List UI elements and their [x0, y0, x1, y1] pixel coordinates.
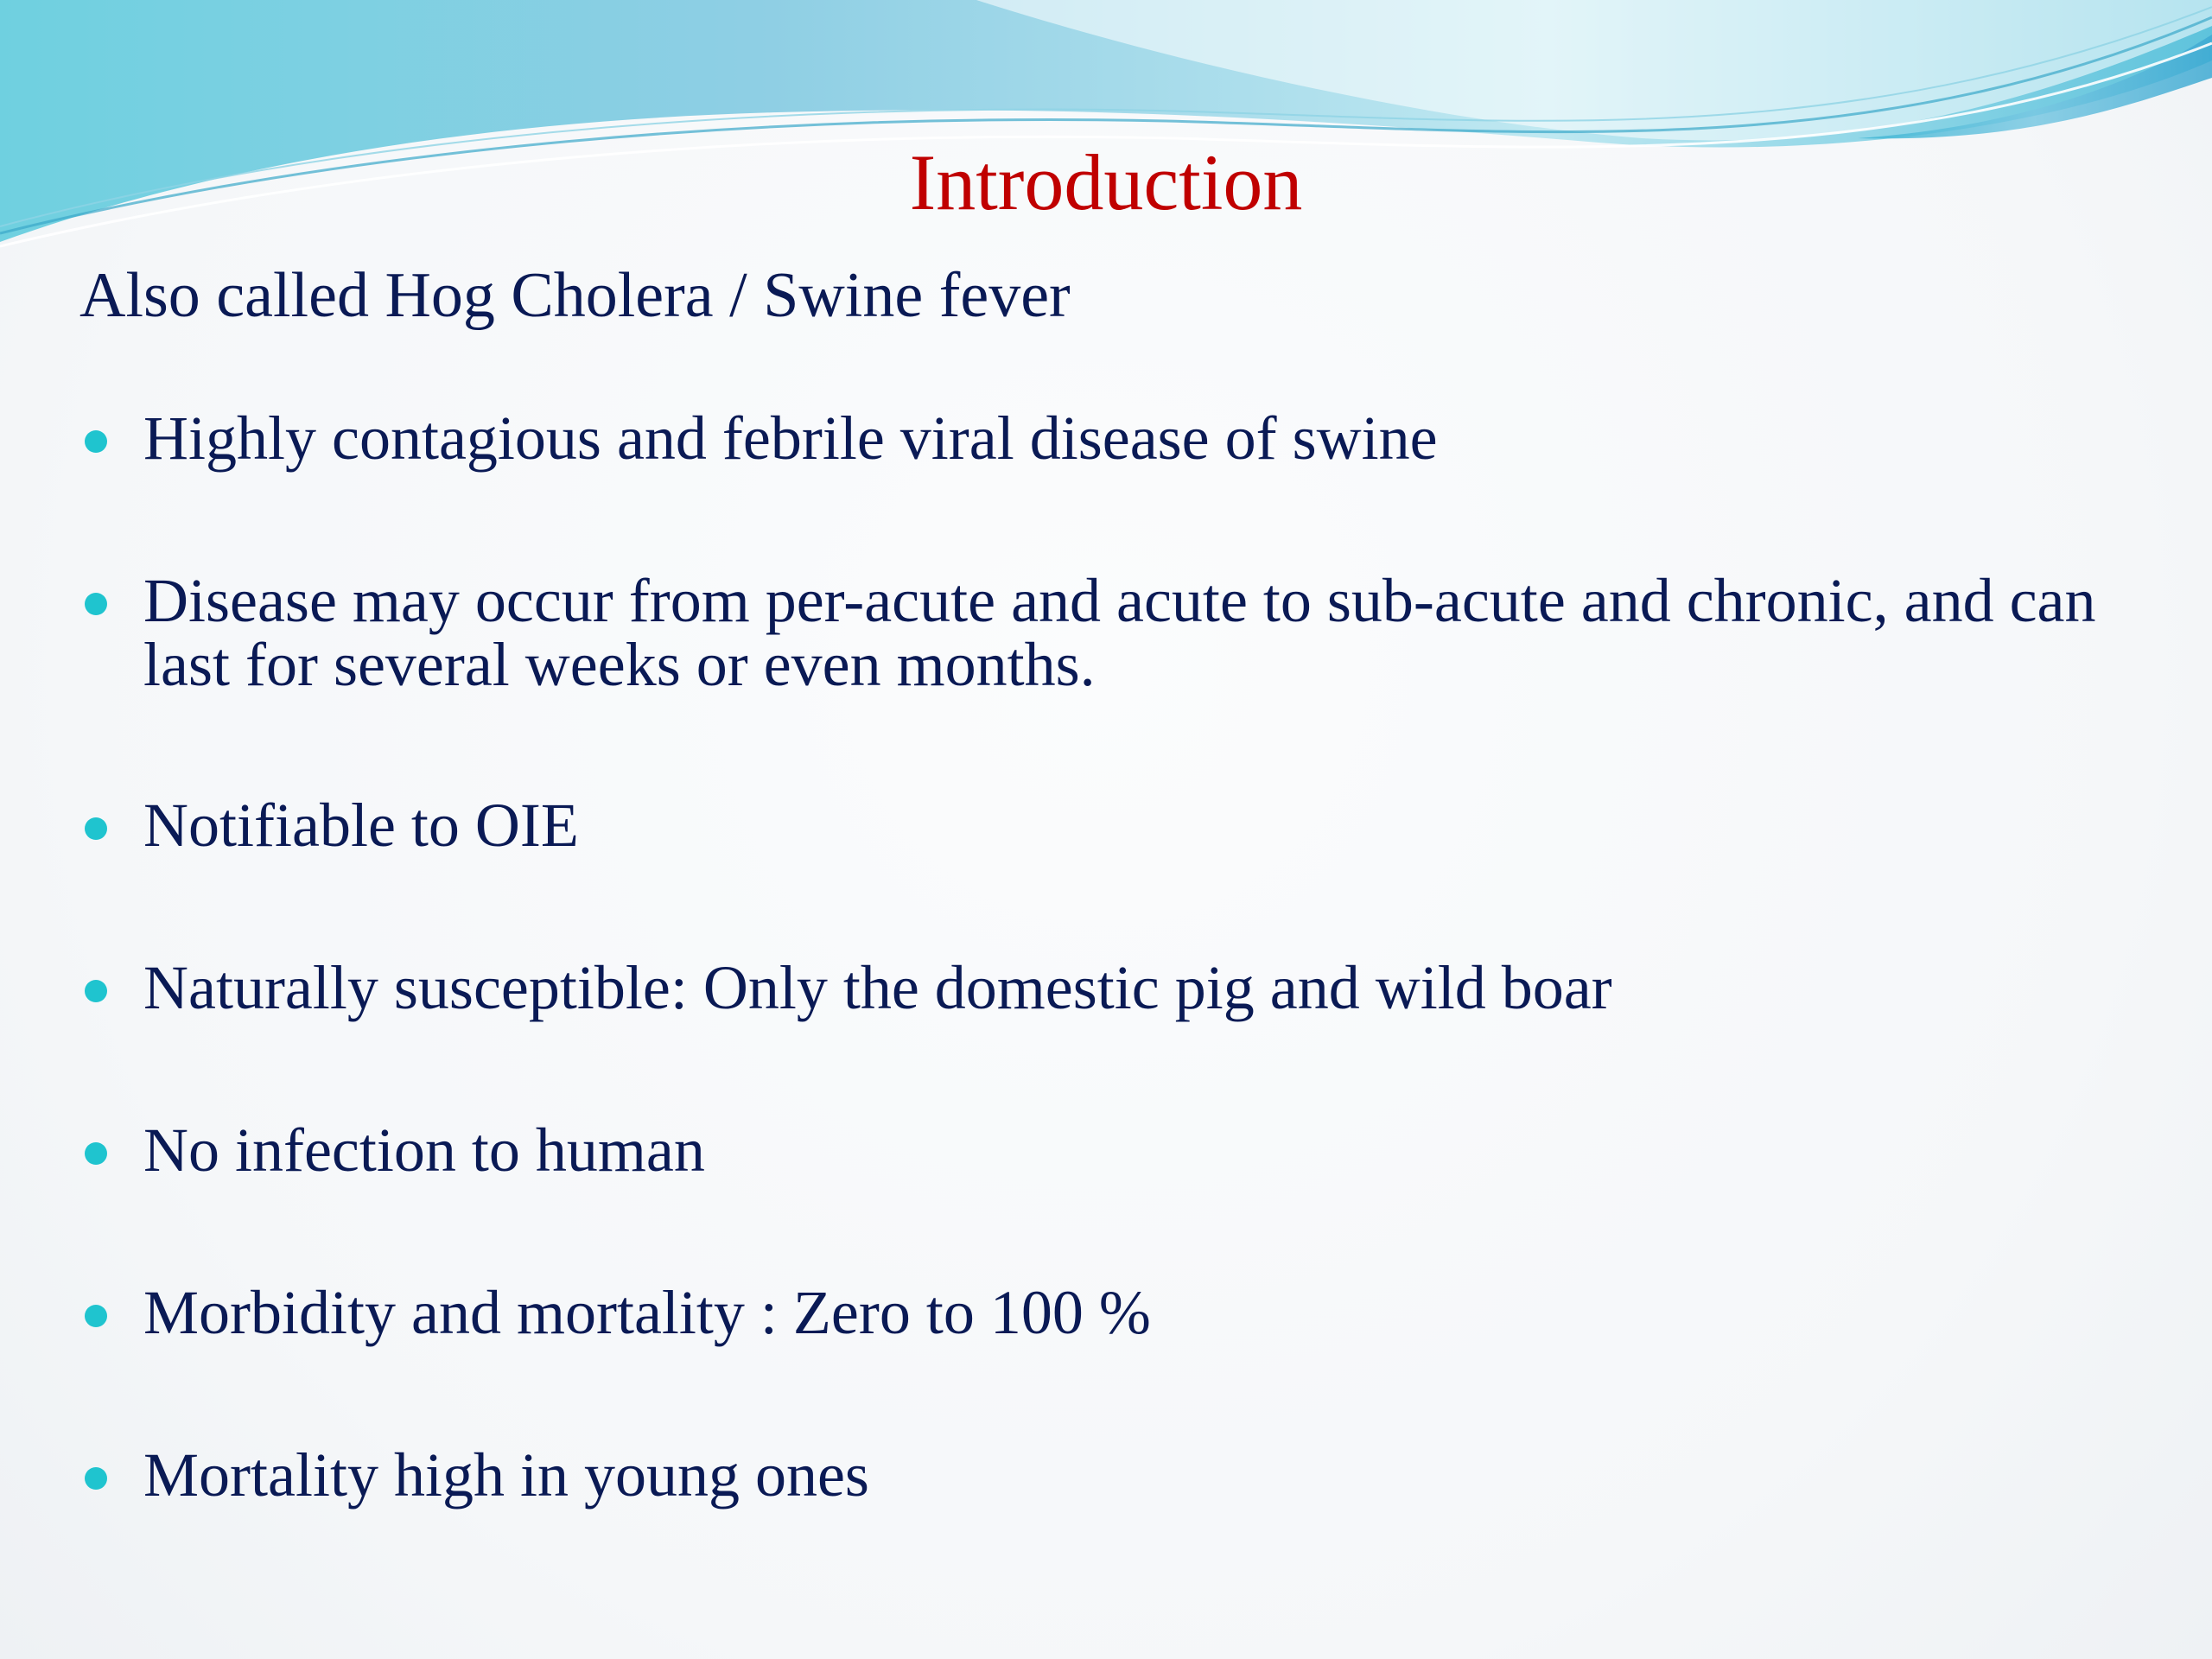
bullet-item-morbidity — [79, 1278, 2153, 1347]
bullet-item-susceptible — [79, 953, 2153, 1022]
bullet-text: Naturally susceptible: Only the domestic pig and wild boar — [143, 953, 1612, 1022]
bullet-icon — [85, 1305, 107, 1327]
bullet-text: Disease may occur from per-acute and acute to sub-acute and chronic, and can last for several weeks or even months. — [143, 566, 2096, 699]
bullet-item-disease-course — [79, 566, 2153, 699]
bullet-text: Notifiable to OIE — [143, 791, 579, 860]
bullet-text: Highly contagious and febrile viral disease of swine — [143, 404, 1438, 473]
bullet-list — [79, 406, 2153, 1605]
bullet-icon — [85, 1142, 107, 1165]
bullet-item-human — [79, 1116, 2153, 1185]
bullet-text: No infection to human — [143, 1116, 705, 1185]
bullet-icon — [85, 593, 107, 615]
slide-subtitle: Also called Hog Cholera / Swine fever — [79, 260, 1071, 331]
bullet-icon — [85, 1467, 107, 1490]
bullet-item-mortality-young — [79, 1440, 2153, 1510]
bullet-text: Morbidity and mortality : Zero to 100 % — [143, 1278, 1151, 1347]
bullet-item-notifiable — [79, 791, 2153, 860]
bullet-icon — [85, 430, 107, 453]
slide-title: Introduction — [909, 138, 1303, 226]
bullet-item-contagious — [79, 404, 2153, 473]
bullet-icon — [85, 817, 107, 840]
bullet-icon — [85, 980, 107, 1002]
bullet-text: Mortality high in young ones — [143, 1440, 869, 1510]
